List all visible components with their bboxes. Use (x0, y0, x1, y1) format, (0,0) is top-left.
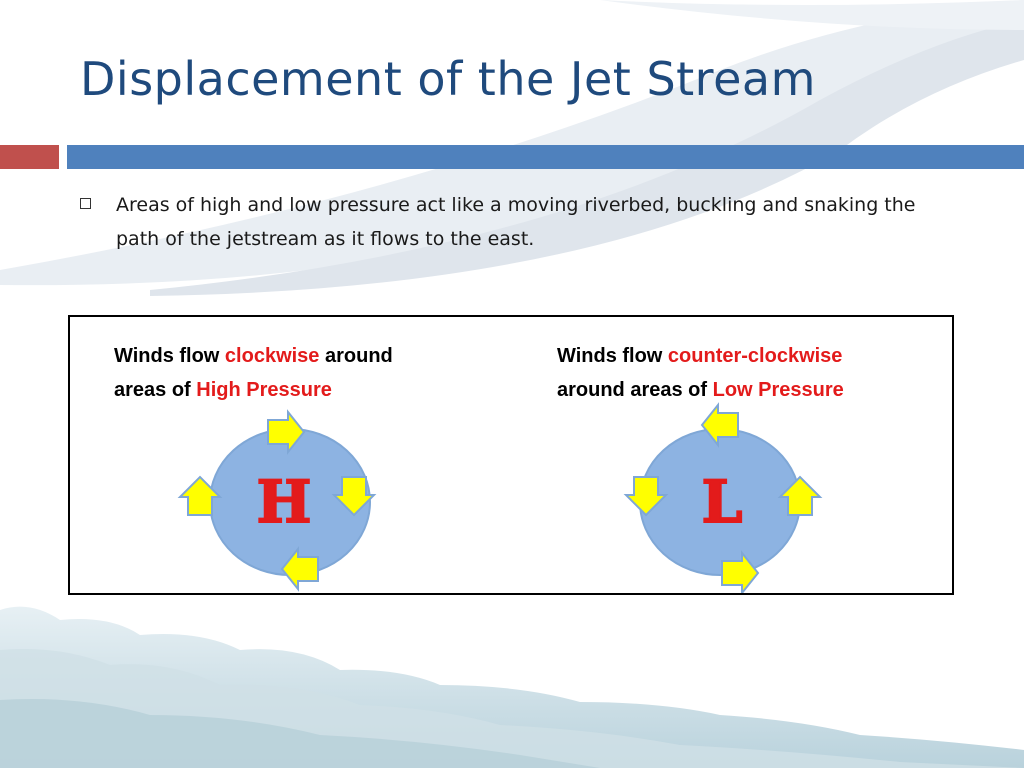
clouds-decoration (0, 590, 1024, 768)
pressure-diagram (68, 315, 954, 595)
caption-highlight: Low Pressure (712, 379, 844, 401)
slide-title: Displacement of the Jet Stream (80, 52, 816, 106)
low-pressure-letter: L (701, 468, 743, 536)
caption-text: Winds flow (557, 345, 668, 367)
high-pressure-letter: H (256, 468, 312, 536)
square-bullet-icon (80, 198, 91, 209)
high-pressure-caption (114, 339, 393, 407)
accent-bar-red (0, 145, 59, 169)
low-pressure-caption (557, 339, 844, 407)
caption-text: around areas of (557, 379, 713, 401)
caption-highlight: High Pressure (196, 379, 332, 401)
bullet-text: Areas of high and low pressure act like a moving riverbed, buckling and snaking the path of the jetstream as it flows to the east. (116, 194, 916, 250)
caption-text: Winds flow (114, 345, 225, 367)
caption-text: around (319, 345, 393, 367)
accent-bar-blue (67, 145, 1024, 169)
caption-highlight: counter-clockwise (667, 345, 843, 367)
caption-text: areas of (114, 379, 197, 401)
caption-highlight: clockwise (224, 345, 320, 367)
